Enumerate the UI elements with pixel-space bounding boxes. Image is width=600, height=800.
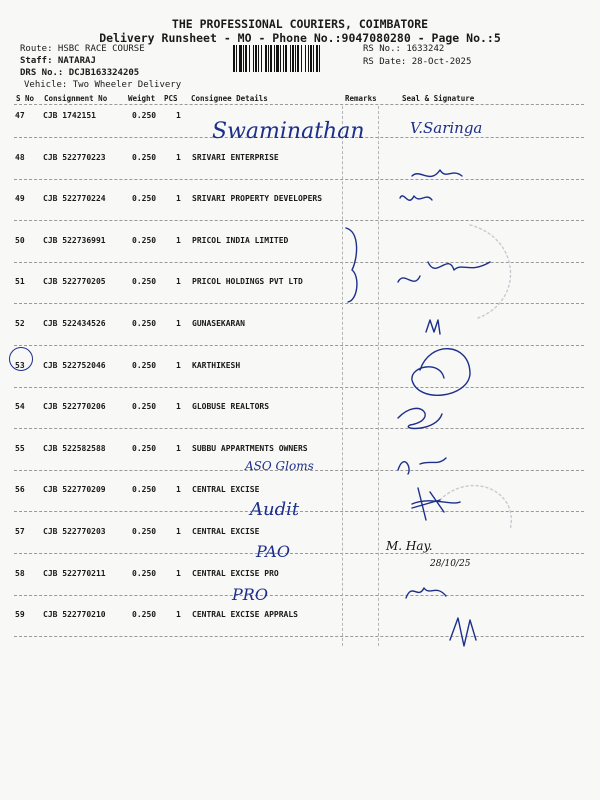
row-weight: 0.250 — [132, 111, 157, 120]
row50-signature-stroke — [398, 262, 490, 282]
col-header-sno: S No — [16, 94, 35, 103]
row-pcs: 1 — [176, 194, 181, 204]
row47-handwritten-name: Swaminathan — [212, 119, 365, 144]
row-consignment-no: CJB 522736991 — [43, 235, 106, 245]
staff-label: Staff: NATARAJ — [20, 56, 96, 66]
row-consignee: GUNASEKARAN — [192, 319, 245, 328]
row-consignee: SRIVARI PROPERTY DEVELOPERS — [192, 194, 323, 204]
row48-signature-stroke — [412, 170, 462, 176]
row-divider — [14, 262, 584, 263]
row-pcs: 1 — [176, 610, 181, 620]
row-divider — [14, 511, 584, 512]
row-pcs: 1 — [176, 568, 181, 578]
col-header-consignment: Consignment No — [44, 94, 108, 103]
row-weight: 0.250 — [132, 402, 157, 412]
row-pcs: 1 — [176, 402, 181, 412]
runsheet-subtitle: Delivery Runsheet - MO - Phone No.:9047080280 - Page No.:5 — [99, 31, 501, 45]
row49-signature-stroke — [400, 196, 432, 200]
row-consignment-no: CJB 522770203 — [43, 527, 106, 536]
row-consignment-no: CJB 522770209 — [43, 485, 106, 495]
row-consignment-no: CJB 522770206 — [43, 402, 106, 412]
row-divider — [14, 179, 584, 180]
row-sno: 50 — [15, 235, 25, 245]
row-sno: 57 — [15, 527, 25, 536]
row53-loop-stroke — [412, 349, 470, 396]
row-consignee: CENTRAL EXCISE — [192, 527, 260, 536]
row-divider — [14, 553, 584, 554]
row-consignee: SRIVARI ENTERPRISE — [192, 152, 279, 162]
row57-handwritten-date: 28/10/25 — [430, 559, 471, 569]
row-sno: 59 — [15, 610, 25, 620]
row-consignment-no: CJB 522582588 — [43, 443, 106, 453]
row-weight: 0.250 — [132, 568, 157, 578]
row-consignment-no: CJB 522770224 — [43, 194, 106, 204]
row-53-circle-mark — [9, 347, 33, 371]
header-rule — [14, 104, 584, 105]
row-weight: 0.250 — [132, 194, 157, 204]
row-consignee: GLOBUSE REALTORS — [192, 402, 270, 412]
row-consignment-no: CJB 522770211 — [43, 568, 106, 578]
row55-scribble — [398, 458, 446, 474]
seal-stamp-outline-2 — [440, 486, 511, 530]
row54-scribble — [398, 408, 442, 428]
row-divider — [14, 428, 584, 429]
row-divider — [14, 303, 584, 304]
row-divider — [14, 220, 584, 221]
row52-signature-stroke — [426, 320, 440, 334]
row-consignment-no: CJB 522770210 — [43, 610, 106, 620]
row58-scribble — [406, 588, 446, 598]
row-pcs: 1 — [176, 527, 181, 536]
row-consignee: SUBBU APPARTMENTS OWNERS — [192, 443, 308, 453]
row-consignment-no: CJB 1742151 — [43, 111, 96, 120]
bracket-mark — [346, 228, 357, 302]
row-pcs: 1 — [176, 111, 181, 120]
row-sno: 53 — [15, 360, 25, 370]
row58-handwritten-note: PRO — [232, 585, 268, 604]
row-divider — [14, 387, 584, 388]
vehicle-label: Vehicle: Two Wheeler Delivery — [24, 80, 182, 90]
row-weight: 0.250 — [132, 360, 157, 370]
col-header-seal: Seal & Signature — [402, 94, 475, 103]
row-consignment-no: CJB 522770223 — [43, 152, 106, 162]
row-pcs: 1 — [176, 277, 181, 287]
row-pcs: 1 — [176, 485, 181, 495]
barcode-bar — [320, 45, 323, 72]
row-sno: 48 — [15, 152, 25, 162]
row-weight: 0.250 — [132, 527, 157, 536]
barcode-image — [233, 45, 357, 72]
row-consignee: CENTRAL EXCISE — [192, 485, 260, 495]
seal-divider — [378, 106, 379, 646]
row55-handwritten-note: ASO Gloms — [245, 459, 314, 473]
row-divider — [14, 636, 584, 637]
row-pcs: 1 — [176, 360, 181, 370]
rs-number: RS No.: 1633242 — [363, 44, 445, 54]
row-divider — [14, 595, 584, 596]
row57-handwritten-note: PAO — [256, 542, 290, 561]
row-consignment-no: CJB 522434526 — [43, 319, 106, 328]
row-pcs: 1 — [176, 235, 181, 245]
row-sno: 58 — [15, 568, 25, 578]
row-consignment-no: CJB 522770205 — [43, 277, 106, 287]
remarks-divider — [342, 106, 343, 646]
row-weight: 0.250 — [132, 610, 157, 620]
row59-scribble — [450, 618, 476, 646]
col-header-consignee: Consignee Details — [191, 94, 268, 103]
row-weight: 0.250 — [132, 443, 157, 453]
row-sno: 49 — [15, 194, 25, 204]
row-sno: 54 — [15, 402, 25, 412]
row-pcs: 1 — [176, 152, 181, 162]
row-pcs: 1 — [176, 443, 181, 453]
row-weight: 0.250 — [132, 152, 157, 162]
col-header-remarks: Remarks — [345, 94, 377, 103]
row-sno: 52 — [15, 319, 25, 328]
row-weight: 0.250 — [132, 235, 157, 245]
row-consignee: CENTRAL EXCISE PRO — [192, 568, 279, 578]
row-divider — [14, 137, 584, 138]
row47-handwritten-signature: V.Saringa — [410, 119, 483, 137]
row-consignment-no: CJB 522752046 — [43, 360, 106, 370]
row-consignee: CENTRAL EXCISE APPRALS — [192, 610, 298, 620]
row56-handwritten-note: Audit — [250, 499, 300, 520]
row-consignee: PRICOL INDIA LIMITED — [192, 235, 289, 245]
col-header-pcs: PCS — [164, 94, 178, 103]
row-weight: 0.250 — [132, 319, 157, 328]
row-divider — [14, 345, 584, 346]
row-consignee: PRICOL HOLDINGS PVT LTD — [192, 277, 303, 287]
row-sno: 56 — [15, 485, 25, 495]
row-consignee: KARTHIKESH — [192, 360, 241, 370]
row-sno: 51 — [15, 277, 25, 287]
row57-handwritten-signature: M. Hay. — [386, 539, 433, 553]
row-weight: 0.250 — [132, 277, 157, 287]
row-pcs: 1 — [176, 319, 181, 328]
col-header-weight: Weight — [128, 94, 156, 103]
row-sno: 55 — [15, 443, 25, 453]
route-label: Route: HSBC RACE COURSE — [20, 44, 145, 54]
row-sno: 47 — [15, 111, 25, 120]
row-divider — [14, 470, 584, 471]
row-weight: 0.250 — [132, 485, 157, 495]
drs-number: DRS No.: DCJB163324205 — [20, 68, 140, 78]
company-title: THE PROFESSIONAL COURIERS, COIMBATORE — [171, 17, 429, 31]
row56-scribble — [412, 488, 460, 520]
rs-date: RS Date: 28-Oct-2025 — [363, 57, 472, 67]
